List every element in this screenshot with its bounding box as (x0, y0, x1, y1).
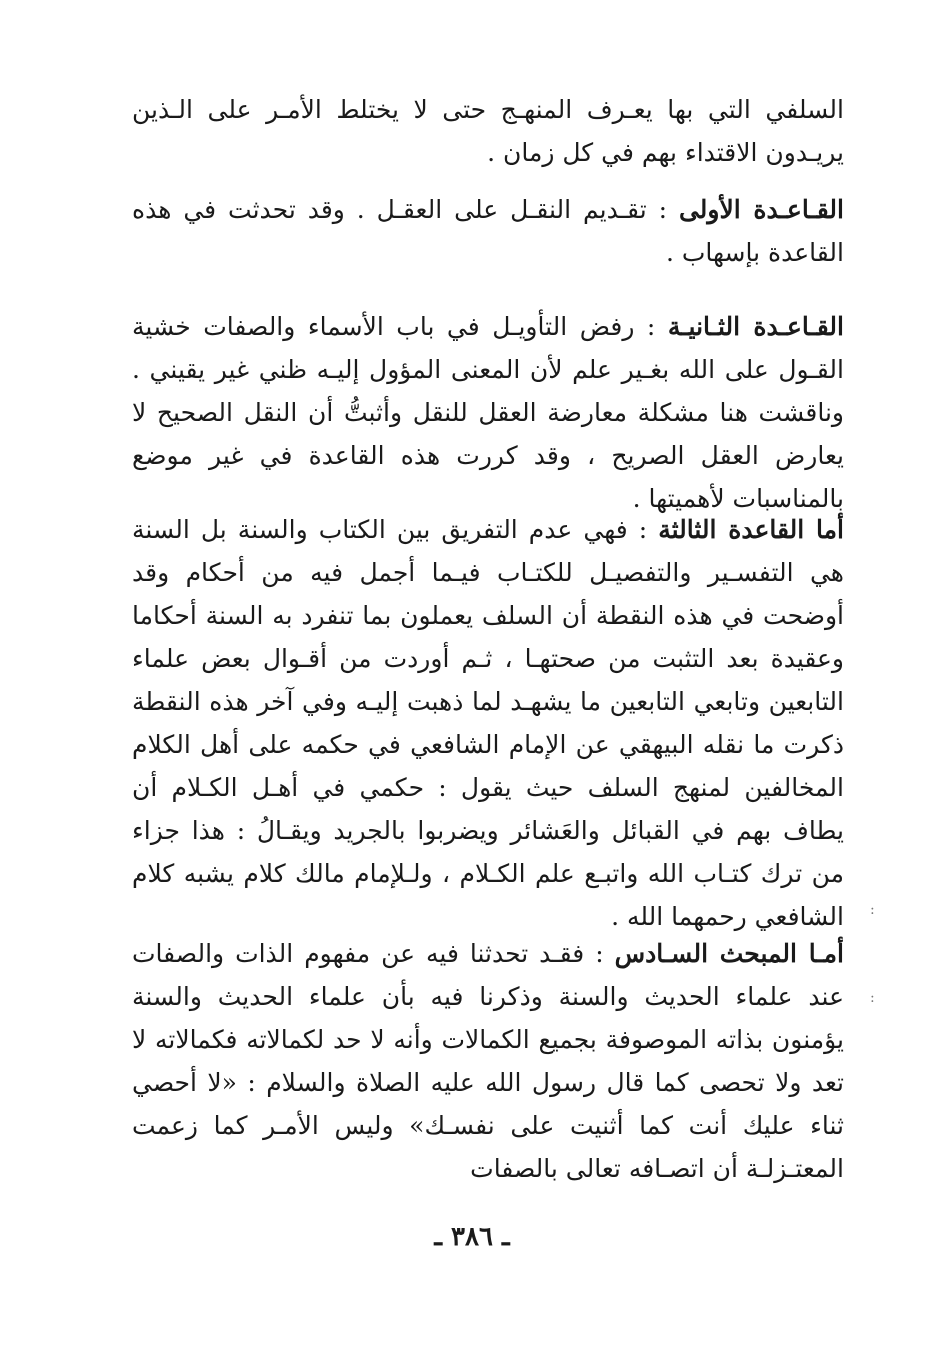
paragraph-body: : رفض التأويـل في باب الأسماء والصفات خشية القـول على الله بغـير علم لأن المعنى المؤول إليـه ظني غير يقيني . وناقشت هنا مشكلة معارضة العقل للنقل وأثبتُّ أن النقل الصحيح لا يعارض العقل الصريح ، وقد كررت هذه القاعدة في غير موضع بالمناسبات لأهميتها . (132, 312, 844, 513)
paragraph-second-rule (132, 305, 844, 520)
paragraph-body: : تقـديم النقـل على العقـل . وقد تحدثت في هذه القاعدة بإسهاب . (132, 195, 844, 267)
paragraph-body: : فهي عدم التفريق بين الكتاب والسنة بل السنة هي التفسـير والتفصيـل للكتـاب فيـما أجمل فيه من أحكام وقد أوضحت في هذه النقطة أن السلف يعملون بما تنفرد به السنة أحكاما وعقيدة بعد التثبت من صحتهـا ، ثـم أوردت من أقـوال بعض علماء التابعين وتابعي التابعين ما يشهـد لما ذهبت إليـه وفي آخر هذه النقطة ذكرت ما نقله البيهقي عن الإمام الشافعي في حكمه على أهل الكلام المخالفين لمنهج السلف حيث يقول : حكمي في أهـل الكـلام أن يطاف بهم في القبائل والعَشائر ويضربوا بالجريد ويقـالُ : هذا جزاء من ترك كتـاب الله واتبـع علم الكـلام ، ولـلإمام مالك كلام يشبه كلام الشافعي رحمهما الله . (132, 515, 844, 931)
paragraph-text (132, 508, 844, 938)
paragraph-intro-continuation (132, 88, 844, 174)
paragraph-third-rule (132, 508, 844, 938)
paragraph-sixth-section (132, 932, 844, 1190)
paragraph-first-rule (132, 188, 844, 274)
paragraph-heading: أما القاعدة الثالثة (658, 515, 844, 544)
paragraph-text (132, 88, 844, 174)
paragraph-heading: القـاعـدة الأولى (678, 195, 844, 224)
paragraph-text (132, 188, 844, 274)
paragraph-text (132, 305, 844, 520)
paragraph-heading: القـاعـدة الثـانيـة (667, 312, 844, 341)
page-number: ـ ٣٨٦ ـ (434, 1222, 510, 1252)
margin-mark: : (870, 902, 875, 918)
paragraph-text (132, 932, 844, 1190)
paragraph-body: السلفي التي بها يعـرف المنهـج حتى لا يختلط الأمـر على الـذين يريـدون الاقتداء بهم في كل زمان . (132, 95, 844, 167)
paragraph-heading: أمـا المبحث السـادس (614, 939, 844, 968)
paragraph-body: : فقـد تحدثنا فيه عن مفهوم الذات والصفات عند علماء الحديث والسنة وذكرنا فيه بأن علماء الحديث والسنة يؤمنون بذاته الموصوفة بجميع الكمالات وأنه لا حد لكمالاته فكمالاته لا تعد ولا تحصى كما قال رسول الله عليه الصلاة والسلام : «لا أحصي ثناء عليك أنت كما أثنيت على نفسـك» وليس الأمـر كما زعمت المعتـزلـة أن اتصـافه تعالى بالصفات (132, 939, 844, 1183)
margin-mark: : (870, 990, 875, 1006)
